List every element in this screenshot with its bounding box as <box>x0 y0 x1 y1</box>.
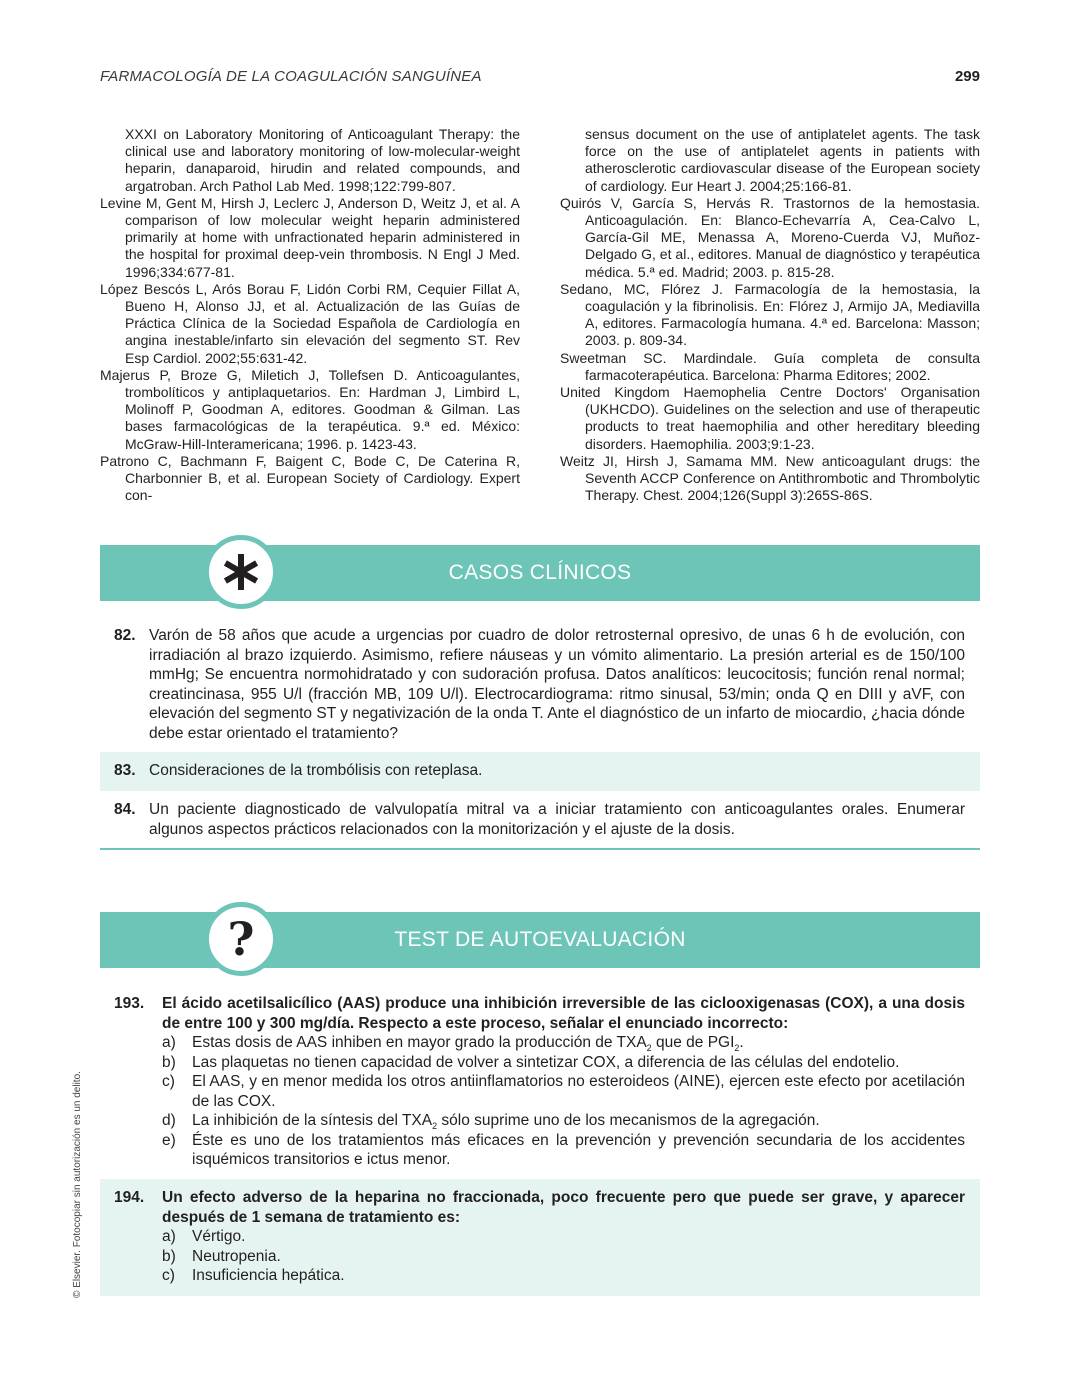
option-text: Neutropenia. <box>192 1247 281 1265</box>
option-letter: c) <box>162 1073 175 1090</box>
question-stem: Un efecto adverso de la heparina no fraccionada, poco frecuente pero que puede ser grave, y aparecer después de 1 semana de tratamiento es: <box>162 1189 965 1226</box>
option-text: La inhibición de la síntesis del $TXA_2$ sólo suprime uno de los mecanismos de la agregación. <box>192 1112 820 1132</box>
option-text: Éste es uno de los tratamientos más eficaces en la prevención y prevención secundaria de los accidentes isquémicos transitorios e ictus menor. <box>192 1131 965 1168</box>
answer-option[interactable] <box>162 1266 965 1286</box>
question-194 <box>100 1179 980 1296</box>
option-letter: b) <box>162 1053 176 1071</box>
clinical-case-84 <box>100 794 980 845</box>
option-text: El AAS, y en menor medida los otros antiinflamatorios no esteroideos (AINE), ejercen este efecto por acetilación de las COX. <box>192 1073 965 1110</box>
reference-entry: Sweetman SC. Mardindale. Guía completa de consulta farmacoterapéutica. Barcelona: Pharma Editores; 2002. <box>560 349 980 383</box>
clinical-case-82 <box>100 620 980 749</box>
answer-option[interactable] <box>162 1131 965 1170</box>
reference-entry: Majerus P, Broze G, Miletich J, Tollefsen D. Anticoagulantes, trombolíticos y antiplaquetarios. En: Hardman J, Limbird L, Molinoff P, Goodman A, editores. Goodman & Gilman. Las bases farmacológicas de la terapéutica. 9.ª ed. México: McGraw-Hill-Interamericana; 1996. p. 1423-43. <box>100 366 520 452</box>
self-test-title: TEST DE AUTOEVALUACIÓN <box>394 928 686 951</box>
option-text: Vértigo. <box>192 1228 246 1245</box>
answer-option[interactable] <box>162 1227 965 1247</box>
clinical-cases-banner <box>100 545 980 601</box>
references-left-column <box>100 126 520 504</box>
clinical-case-83 <box>100 752 980 791</box>
clinical-cases-title: CASOS CLÍNICOS <box>448 561 632 584</box>
reference-entry: Sedano, MC, Flórez J. Farmacología de la hemostasia, la coagulación y la fibrinolisis. En: Flórez J, Armijo JA, Mediavilla A, editores. Farmacología humana. 4.ª ed. Barcelona: Masson; 2003. p. 809-34. <box>560 280 980 349</box>
option-text: Insuficiencia hepática. <box>192 1267 345 1284</box>
option-text: Estas dosis de AAS inhiben en mayor grado la producción de $TXA_2$ que de $PGI_2$. <box>192 1034 744 1054</box>
answer-option[interactable] <box>162 1111 965 1131</box>
case-text: Varón de 58 años que acude a urgencias por cuadro de dolor retrosternal opresivo, de unas 6 h de evolución, con irradiación al brazo izquierdo. Asimismo, refiere náuseas y un vómito alimentario. La presión arterial es de 150/100 mmHg; Se encuentra normohidratado y con sudoración profusa. Datos analíticos: leucocitosis; función renal normal; creatincinasa, 955 U/l (fracción MB, 109 U/l). Electrocardiograma: ritmo sinusal, 53/min; onda Q en DIII y aVF, con elevación del segmento ST y negativización de la onda T. Ante el diagnóstico de un infarto de miocardio, ¿hacia dónde debe estar orientado el tratamiento? <box>149 627 965 742</box>
case-text: Un paciente diagnosticado de valvulopatía mitral va a iniciar tratamiento con anticoagulantes orales. Enumerar algunos aspectos prácticos relacionados con la monitorización y el ajuste de la dosis. <box>149 801 965 838</box>
case-text: Consideraciones de la trombólisis con reteplasa. <box>149 762 483 779</box>
reference-entry: Weitz JI, Hirsh J, Samama MM. New anticoagulant drugs: the Seventh ACCP Conference on Antithrombotic and Thrombolytic Therapy. Chest. 2004;126(Suppl 3):265S-86S. <box>560 452 980 504</box>
answer-option[interactable] <box>162 1247 965 1267</box>
answer-option[interactable] <box>162 1072 965 1111</box>
option-letter: b) <box>162 1247 176 1265</box>
question-193 <box>100 988 980 1176</box>
reference-entry: Patrono C, Bachmann F, Baigent C, Bode C, De Caterina R, Charbonnier B, et al. European Society of Cardiology. Expert con- <box>100 452 520 504</box>
reference-entry: XXXI on Laboratory Monitoring of Anticoagulant Therapy: the clinical use and laboratory monitoring of low-molecular-weight heparin, danaparoid, hirudin and related compounds, and argatroban. Arch Pathol Lab Med. 1998;122:799-807. <box>125 126 520 194</box>
running-title: FARMACOLOGÍA DE LA COAGULACIÓN SANGUÍNEA <box>100 68 482 85</box>
question-number: 193. <box>114 995 145 1012</box>
self-test-banner <box>100 912 980 968</box>
option-letter: a) <box>162 1228 176 1245</box>
reference-entry: Levine M, Gent M, Hirsh J, Leclerc J, Anderson D, Weitz J, et al. A comparison of low molecular weight heparin administered primarily at home with unfractionated heparin administered in the hospital for proximal deep-vein thrombosis. N Engl J Med. 1996;334:677-81. <box>100 194 520 280</box>
reference-entry: United Kingdom Haemophelia Centre Doctors' Organisation (UKHCDO). Guidelines on the selection and use of therapeutic products to treat haemophilia and other hereditary bleeding disorders. Haemophilia. 2003;9:1-23. <box>560 384 980 452</box>
answer-option[interactable] <box>162 1053 965 1073</box>
question-mark-glyph: ? <box>227 912 255 966</box>
case-number: 83. <box>114 762 136 779</box>
option-letter: d) <box>162 1112 176 1129</box>
reference-entry: López Bescós L, Arós Borau F, Lidón Corbi RM, Cequier Fillat A, Bueno H, Alonso JJ, et al. Actualización de las Guías de Práctica Clínica de la Sociedad Española de Cardiología en angina inestable/infarto sin elevación del segmento ST. Rev Esp Cardiol. 2002;55:631-42. <box>100 280 520 366</box>
page-number: 299 <box>954 68 980 85</box>
case-number: 82. <box>114 627 136 644</box>
section-divider <box>100 848 980 850</box>
option-text: Las plaquetas no tienen capacidad de volver a sintetizar COX, a diferencia de las células del endotelio. <box>192 1053 900 1071</box>
option-letter: e) <box>162 1131 176 1149</box>
answer-option[interactable] <box>162 1033 965 1053</box>
reference-entry: sensus document on the use of antiplatelet agents. The task force on the use of antiplatelet agents in patients with atherosclerotic cardiovascular disease of the European society of cardiology. Eur Heart J. 2004;25:166-81. <box>585 126 980 194</box>
question-number: 194. <box>114 1189 145 1206</box>
reference-entry: Quirós V, García S, Hervás R. Trastornos de la hemostasia. Anticoagulación. En: Blanco-Echevarría A, Cea-Calvo L, García-Gil ME, Menassa A, Moreno-Cuerda VJ, Muñoz-Delgado G, et al., editores. Manual de diagnóstico y terapéutica médica. 5.ª ed. Madrid; 2003. p. 815-28. <box>560 194 980 280</box>
case-number: 84. <box>114 801 136 818</box>
copyright-notice: © Elsevier. Fotocopiar sin autorización es un delito. <box>72 1071 83 1298</box>
option-letter: c) <box>162 1267 175 1284</box>
question-stem: El ácido acetilsalicílico (AAS) produce una inhibición irreversible de las ciclooxigenasas (COX), a una dosis de entre 100 y 300 mg/día. Respecto a este proceso, señalar el enunciado incorrecto: <box>162 995 965 1032</box>
references-right-column <box>560 126 980 504</box>
option-letter: a) <box>162 1034 176 1051</box>
